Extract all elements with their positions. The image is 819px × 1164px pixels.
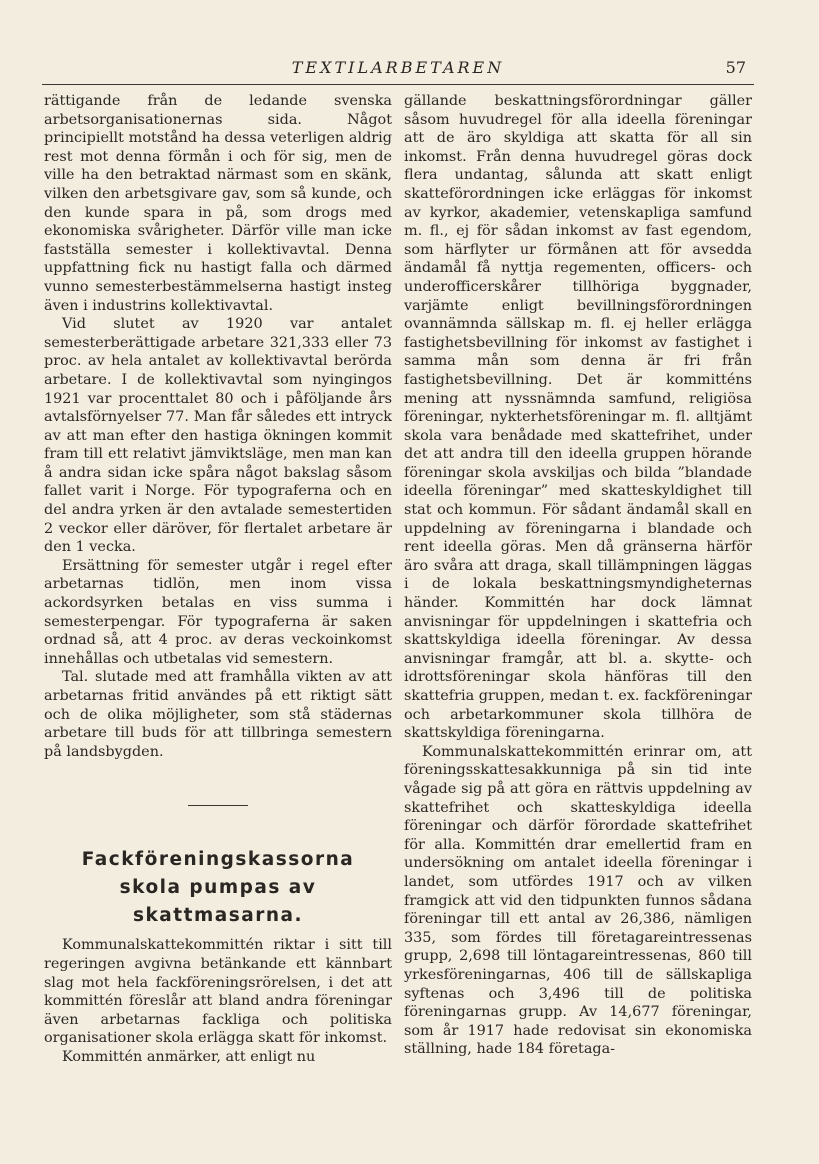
article-paragraph: Kommunalskattekommittén erinrar om, att föreningsskattesakkunniga på sin tid inte vågade sig på att göra en rättvis uppdelning av skattefrihet och skatteskyldiga ideella föreningar och därför förordade skattefrihet för alla. Kommittén drar emellertid fram en undersökning om antalet ideella föreningar i landet, som utfördes 1917 och av vilken framgick att vid den tidpunkten funnos sådana föreningar till ett antal av 26,386, nämligen 335, som fördes till företagareintressenas grupp, 2,698 till löntagareintressenas, 860 till yrkesföreningarnas, 406 till de sällskapliga syftenas och 3,496 till de politiska föreningarnas grupp. Av 14,677 föreningar, som år 1917 hade redovisat sin ekonomiska ställning, hade 184 företaga- (404, 743, 752, 1058)
article-paragraph: Ersättning för semester utgår i regel efter arbetarnas tidlön, men inom vissa ackordsyrken betalas en viss summa i semesterpengar. För typograferna är saken ordnad så, att 4 proc. av deras veckoinkomst innehållas och utbetalas vid semestern. (44, 557, 392, 667)
page-number: 57 (725, 58, 746, 77)
section-title-line: skola pumpas av (119, 877, 317, 899)
left-column (44, 92, 392, 1067)
page-header (42, 56, 754, 85)
article-paragraph: Vid slutet av 1920 var antalet semesterberättigade arbetare 321,333 eller 73 proc. av hela antalet av kollektivavtal berörda arbetare. I de kollektivavtal som nyingingos 1921 var procenttalet 80 och i påföljande års avtalsförnyelser 77. Man får således ett intryck av att man efter den hastiga ökningen kommit fram till ett relativt jämviktsläge, men man kan å andra sidan icke spåra något bakslag såsom fallet varit i Norge. För typograferna och en del andra yrken är den avtalade semestertiden 2 veckor eller däröver, för flertalet arbetare är den 1 vecka. (44, 316, 392, 556)
article-paragraph: Kommittén anmärker, att enligt nu (62, 1048, 316, 1065)
section-divider (188, 805, 248, 806)
article-paragraph: Kommunalskattekommittén riktar i sitt till regeringen avgivna betänkande ett kännbart slag mot hela fackföreningsrörelsen, i det att kommittén föreslår att bland andra föreningar även arbetarnas fackliga och politiska organisationer skola erlägga skatt för inkomst. (44, 937, 392, 1047)
section-title-line: skattmasarna. (132, 905, 304, 927)
right-column (404, 92, 752, 1059)
article-paragraph: gällande beskattningsförordningar gäller såsom huvudregel för alla ideella föreningar att de äro skyldiga att skatta för all sin inkomst. Från denna huvudregel göras dock flera undantag, sålunda att skatt enligt skatteförordningen icke erläggas för inkomst av kyrkor, akademier, vetenskapliga samfund m. fl., ej för sådan inkomst av fast egendom, som härflyter ur förmånen att för avsedda ändamål få nyttja regementen, officers- och underofficerskårer tillhöriga byggnader, varjämte enligt bevillningsförordningen ovannämnda sällskap m. fl. ej heller erlägga fastighetsbevillning för inkomst av fastighet i samma mån som denna är fri från fastighetsbevillning. Det är kommitténs mening att nyssnämnda samfund, religiösa föreningar, nykterhetsföreningar m. fl. alltjämt skola vara benådade med skattefrihet, under det att andra till den ideella gruppen hörande föreningar skola avskiljas och bilda ”blandade ideella föreningar” med skatteskyldighet till stat och kommun. För sådant ändamål skall en uppdelning av föreningarna i blandade och rent ideella göras. Men då gränserna härför äro svåra att draga, skall tillämpningen läggas i de lokala beskattningsmyndigheternas händer. Kommittén har dock lämnat anvisningar för uppdelningen i skattefria och skattskyldiga ideella föreningar. Av dessa anvisningar framgår, att bl. a. skytte- och idrottsföreningar skola hänföras till den skattefria gruppen, medan t. ex. fackföreningar och arbetarkommuner skola tillhöra de skattskyldiga föreningarna. (404, 93, 752, 742)
running-title: TEXTILARBETAREN (291, 58, 505, 77)
section-title (44, 846, 392, 930)
article-paragraph: rättigande från de ledande svenska arbetsorganisationernas sida. Något principiellt motstånd ha dessa veterligen aldrig rest mot denna förmån i och för sig, men de ville ha den betraktad närmast som en skänk, vilken den arbetsgivare gav, som så kunde, och den kunde spara in på, som drogs med ekonomiska svårigheter. Därför ville man icke fastställa semester i kollektivavtal. Denna uppfattning fick nu hastigt falla och därmed vunno semesterbestämmelserna hastigt insteg även i industrins kollektivavtal. (44, 93, 392, 314)
section-title-line: Fackföreningskassorna (81, 849, 355, 871)
article-paragraph: Tal. slutade med att framhålla vikten av att arbetarnas fritid användes på ett riktigt sätt och de olika möjligheter, som stå städernas arbetare till buds för att tillbringa semestern på landsbygden. (44, 669, 392, 760)
